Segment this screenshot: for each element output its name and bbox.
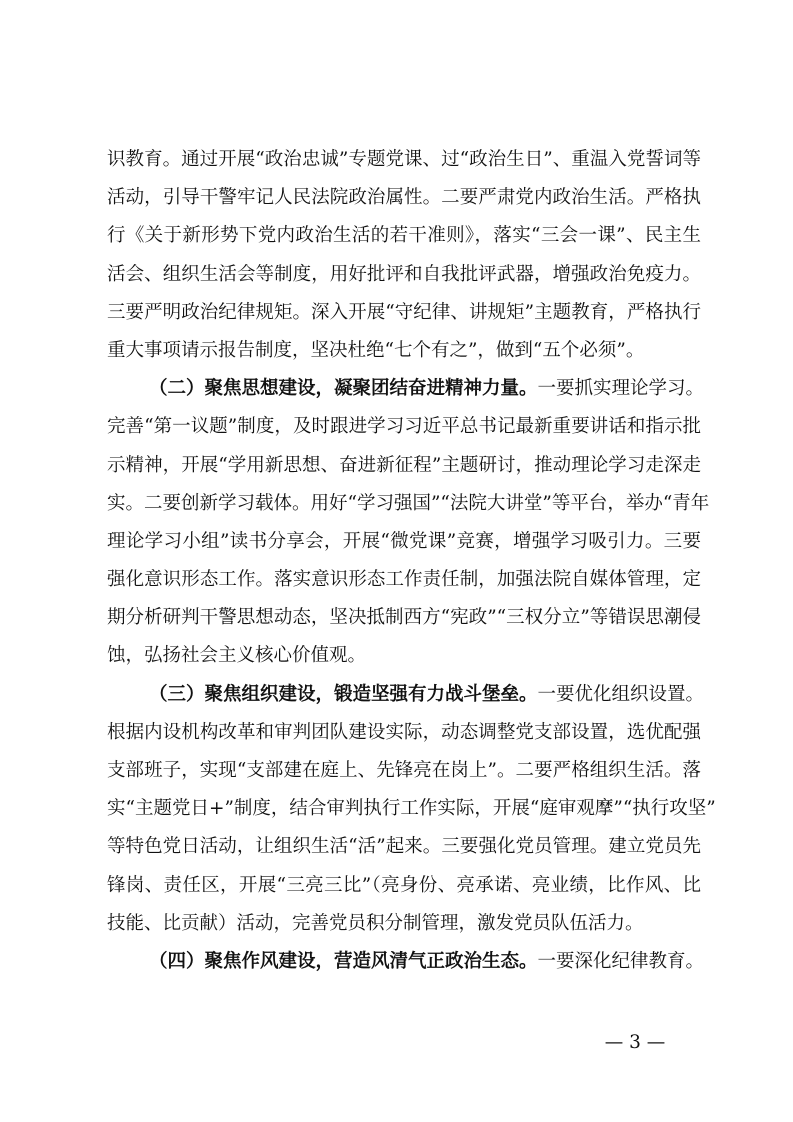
text-line (107, 141, 701, 179)
text-line (107, 752, 701, 790)
paragraph (107, 676, 716, 943)
text-segment: 活动，引导干警牢记人民法院政治属性。二要严肃党内政治生活。严格执 (107, 187, 701, 209)
text-segment: 期分析研判干警思想动态，坚决抵制西方“宪政”“三权分立”等错误思潮侵 (107, 607, 701, 629)
body-text (107, 141, 716, 981)
paragraph (107, 943, 705, 981)
text-segment: 锋岗、责任区，开展“三亮三比”（亮身份、亮承诺、亮业绩，比作风、比 (107, 874, 701, 896)
text-line (107, 179, 701, 217)
text-line (107, 637, 701, 675)
text-segment: 强化意识形态工作。落实意识形态工作责任制，加强法院自媒体管理，定 (107, 569, 701, 591)
section-heading: （四）聚焦作风建设，营造风清气正政治生态。 (149, 950, 538, 972)
page-number: — 3 — (604, 1032, 666, 1053)
text-line (107, 408, 701, 446)
text-line (107, 943, 705, 981)
text-segment: 实“主题党日+”制度，结合审判执行工作实际，开展“庭审观摩”“执行攻坚” (107, 798, 716, 820)
text-segment: 实。二要创新学习载体。用好“学习强国”“法院大讲堂”等平台，举办“青年 (107, 492, 710, 514)
section-heading: （二）聚焦思想建设，凝聚团结奋进精神力量。 (149, 378, 538, 400)
text-line (107, 790, 716, 828)
text-segment: 示精神，开展“学用新思想、奋进新征程”主题研讨，推动理论学习走深走 (107, 454, 701, 476)
text-line (107, 447, 701, 485)
text-segment: 三要严明政治纪律规矩。深入开展“守纪律、讲规矩”主题教育，严格执行 (107, 301, 701, 323)
text-line (107, 828, 701, 866)
text-segment: 等特色党日活动，让组织生活“活”起来。三要强化党员管理。建立党员先 (107, 836, 701, 858)
text-segment: 一要深化纪律教育。 (537, 950, 705, 972)
text-segment: 一要抓实理论学习。 (537, 378, 705, 400)
text-line (107, 256, 701, 294)
text-line (107, 332, 701, 370)
paragraph (107, 370, 710, 676)
text-segment: 重大事项请示报告制度，坚决杜绝“七个有之”，做到“五个必须”。 (107, 339, 645, 361)
text-line (107, 294, 701, 332)
text-segment: 识教育。通过开展“政治忠诚”专题党课、过“政治生日”、重温入党誓词等 (107, 149, 701, 170)
text-segment: 一要优化组织设置。 (537, 683, 705, 705)
text-line (107, 523, 701, 561)
text-segment: 行《关于新形势下党内政治生活的若干准则》，落实“三会一课”、民主生 (107, 225, 701, 247)
text-line (107, 370, 705, 408)
text-segment: 完善“第一议题”制度，及时跟进学习习近平总书记最新重要讲话和指示批 (107, 416, 701, 438)
text-line (107, 676, 705, 714)
paragraph (107, 141, 701, 370)
text-line (107, 217, 701, 255)
text-line (107, 599, 701, 637)
text-segment: 支部班子，实现“支部建在庭上、先锋亮在岗上”。二要严格组织生活。落 (107, 760, 701, 781)
text-segment: 根据内设机构改革和审判团队建设实际，动态调整党支部设置，选优配强 (107, 721, 701, 743)
text-segment: 技能、比贡献）活动，完善党员积分制管理，激发党员队伍活力。 (107, 912, 644, 934)
section-heading: （三）聚焦组织建设，锻造坚强有力战斗堡垒。 (149, 683, 538, 705)
text-segment: 活会、组织生活会等制度，用好批评和自我批评武器，增强政治免疫力。 (107, 263, 701, 285)
text-line (107, 561, 701, 599)
text-segment: 理论学习小组”读书分享会，开展“微党课”竞赛，增强学习吸引力。三要 (107, 530, 701, 552)
text-line (107, 485, 710, 523)
text-segment: 蚀，弘扬社会主义核心价值观。 (107, 645, 367, 667)
text-line (107, 905, 701, 943)
text-line (107, 714, 701, 752)
text-line (107, 867, 701, 905)
